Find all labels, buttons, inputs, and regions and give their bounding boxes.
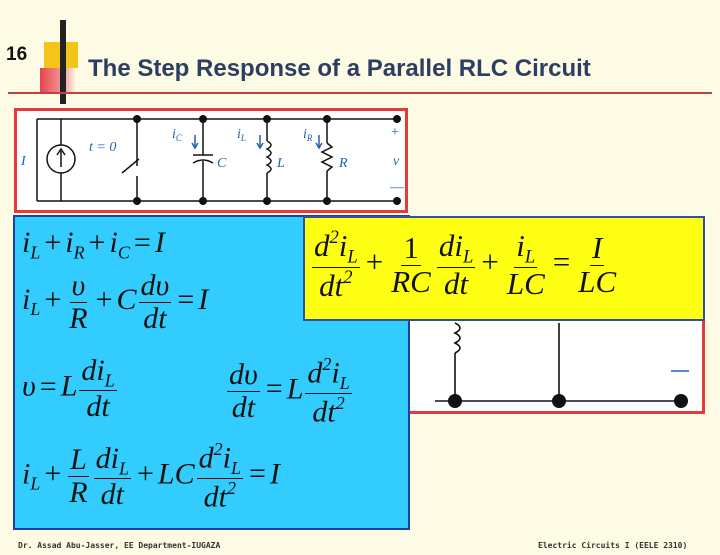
second-order-equation: $i_L$ + $\frac{L}{R}$ $\frac{di_L}{dt}$ + LC $\frac{d^2i_L}{dt^2}$ = I (22, 439, 280, 514)
switch-label: t = 0 (89, 140, 117, 155)
resistor-label: R (339, 156, 348, 171)
kcl-substituted-equation: $i_L$ + $\frac{\upsilon}{R}$ + C $\frac{d\upsilon}{dt}$ = I (22, 269, 209, 335)
circuit-schematic (17, 111, 405, 210)
voltage-derivative-equation: $\frac{d\upsilon}{dt}$ = L $\frac{d^2i_L}{dt^2}$ (229, 354, 350, 429)
inductor-voltage-equation: υ = L $\frac{di_L}{dt}$ (22, 354, 115, 424)
ic-label: $i_C$ (172, 127, 182, 143)
slide-title: The Step Response of a Parallel RLC Circuit (88, 55, 591, 82)
final-differential-equation: $\frac{d^2i_L}{dt^2}$ + $\frac{1}{RC}$ $\frac{di_L}{dt}$ + $\frac{i_L}{LC}$ = $\frac{I}{LC}$ (314, 227, 617, 304)
circuit-diagram-fragment (405, 318, 705, 414)
voltage-label: v (393, 154, 400, 169)
circuit-fragment-schematic (405, 321, 702, 411)
plus-sign: + (391, 125, 399, 140)
il-label: $i_L$ (237, 127, 246, 143)
circuit-diagram (14, 108, 408, 213)
slide-number: 16 (6, 44, 28, 65)
title-underline (8, 92, 712, 94)
source-label: I (21, 154, 26, 169)
footer-author: Dr. Assad Abu-Jasser, EE Department-IUGAZA (18, 541, 221, 550)
logo-red-square (40, 68, 76, 94)
capacitor-label: C (217, 156, 227, 171)
footer-course: Electric Circuits I (EELE 2310) (538, 541, 688, 550)
ir-label: $i_R$ (303, 127, 313, 143)
kcl-equation: $i_L + i_R + i_C = I$ (22, 226, 165, 263)
minus-sign: — (390, 180, 404, 195)
inductor-label: L (277, 156, 285, 171)
